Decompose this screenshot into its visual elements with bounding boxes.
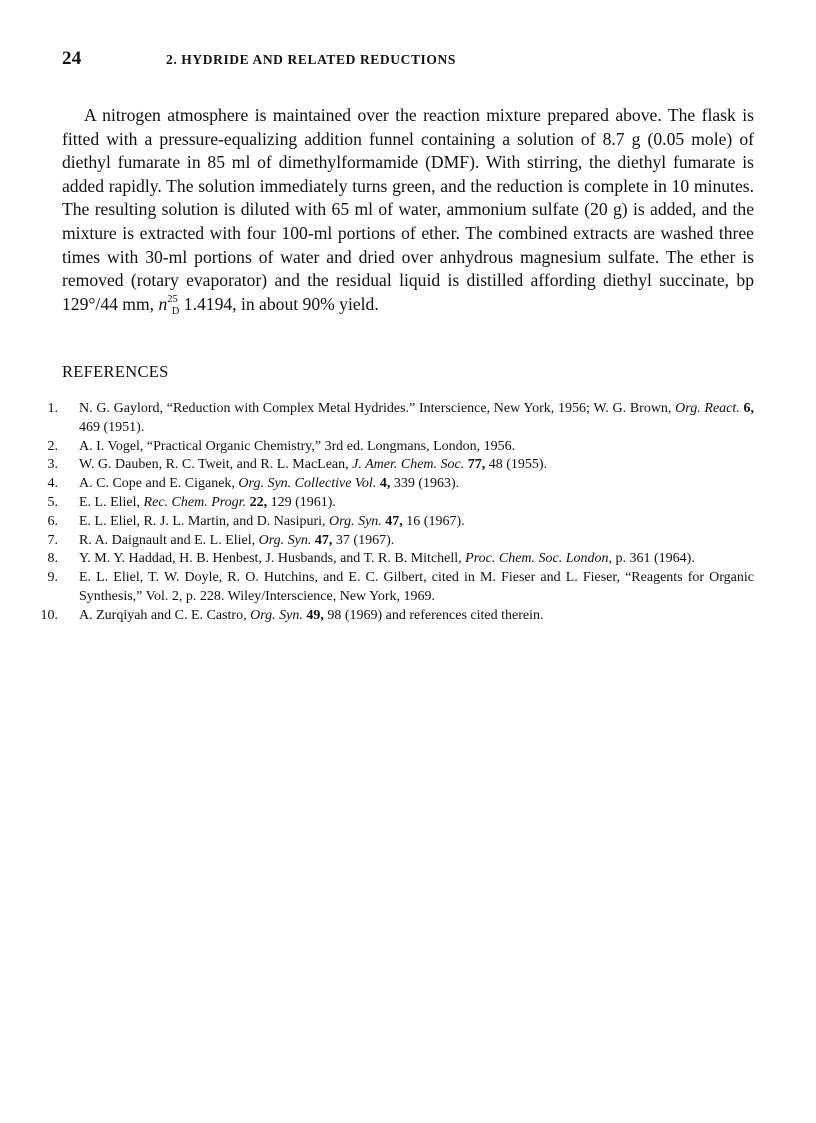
paragraph-text: A nitrogen atmosphere is maintained over the reaction mixture prepared above. The flask is fitted with a pressure-equalizing addition funnel containing a solution of 8.7 g (0.05 mole) of diethyl fumarate in 85 ml of dimethylformamide (DMF). With stirring, the diethyl fumarate is added rapidly. The solution immediately turns green, and the reduction is complete in 10 minutes. The resulting solution is diluted with 65 ml of water, ammonium sulfate (20 g) is added, and the mixture is extracted with four 100-ml portions of ether. The combined extracts are washed three times with 30-ml portions of water and dried over anhydrous magnesium sulfate. The ether is removed (rotary evaporator) and the residual liquid is distilled affording diethyl succinate, bp 129°/44 mm, (62, 105, 754, 314)
paragraph-text-end: 1.4194, in about 90% yield. (179, 293, 379, 314)
reference-number: 3 . (32, 456, 58, 475)
reference-number: 6 . (32, 513, 58, 532)
reference-item (47, 550, 754, 569)
reference-number: 9 . (32, 569, 58, 588)
reference-item (47, 569, 754, 607)
reference-text: Y. M. Y. Haddad, H. B. Henbest, J. Husbands, and T. R. B. Mitchell, Proc. Chem. Soc. London, p. 361 (1964). (79, 551, 695, 567)
refractive-index-line: D (171, 305, 180, 317)
chapter-title: 2. HYDRIDE AND RELATED REDUCTIONS (166, 52, 456, 67)
reference-number: 10 . (32, 607, 58, 626)
reference-text: N. G. Gaylord, “Reduction with Complex Metal Hydrides.” Interscience, New York, 1956; W. G. Brown, Org. React. 6, 469 (1951). (79, 401, 754, 435)
refractive-index-symbol: n (158, 293, 168, 314)
reference-number: 2 . (32, 438, 58, 457)
reference-text: E. L. Eliel, Rec. Chem. Progr. 22, 129 (1961). (79, 494, 336, 510)
reference-item (47, 456, 754, 475)
reference-item (47, 532, 754, 551)
references-list (40, 400, 754, 626)
reference-item (47, 513, 754, 532)
running-head (62, 48, 762, 74)
reference-text: A. I. Vogel, “Practical Organic Chemistry,” 3rd ed. Longmans, London, 1956. (79, 438, 516, 454)
reference-item (47, 475, 754, 494)
reference-number: 7 . (32, 532, 58, 551)
reference-text: R. A. Daignault and E. L. Eliel, Org. Syn. 47, 37 (1967). (79, 532, 395, 548)
reference-text: E. L. Eliel, T. W. Doyle, R. O. Hutchins, and E. C. Gilbert, cited in M. Fieser and L. Fieser, “Reagents for Organic Synthesis,” Vol. 2, p. 228. Wiley/Interscience, New York, 1969. (79, 570, 754, 604)
refractive-index-temperature: 25 (167, 293, 178, 305)
reference-text: A. C. Cope and E. Ciganek, Org. Syn. Collective Vol. 4, 339 (1963). (79, 476, 460, 492)
procedure-paragraph (62, 104, 754, 319)
reference-text: E. L. Eliel, R. J. L. Martin, and D. Nasipuri, Org. Syn. 47, 16 (1967). (79, 513, 465, 529)
reference-number: 8 . (32, 550, 58, 569)
reference-number: 4 . (32, 475, 58, 494)
reference-number: 5 . (32, 494, 58, 513)
references-heading: REFERENCES (62, 362, 169, 381)
reference-item (47, 494, 754, 513)
reference-item (40, 607, 754, 626)
reference-number: 1 . (32, 400, 58, 419)
reference-item (47, 400, 754, 438)
reference-item (47, 438, 754, 457)
reference-text: W. G. Dauben, R. C. Tweit, and R. L. MacLean, J. Amer. Chem. Soc. 77, 48 (1955). (79, 457, 548, 473)
page-number: 24 (62, 48, 82, 69)
reference-text: A. Zurqiyah and C. E. Castro, Org. Syn. 49, 98 (1969) and references cited therein. (79, 607, 544, 623)
